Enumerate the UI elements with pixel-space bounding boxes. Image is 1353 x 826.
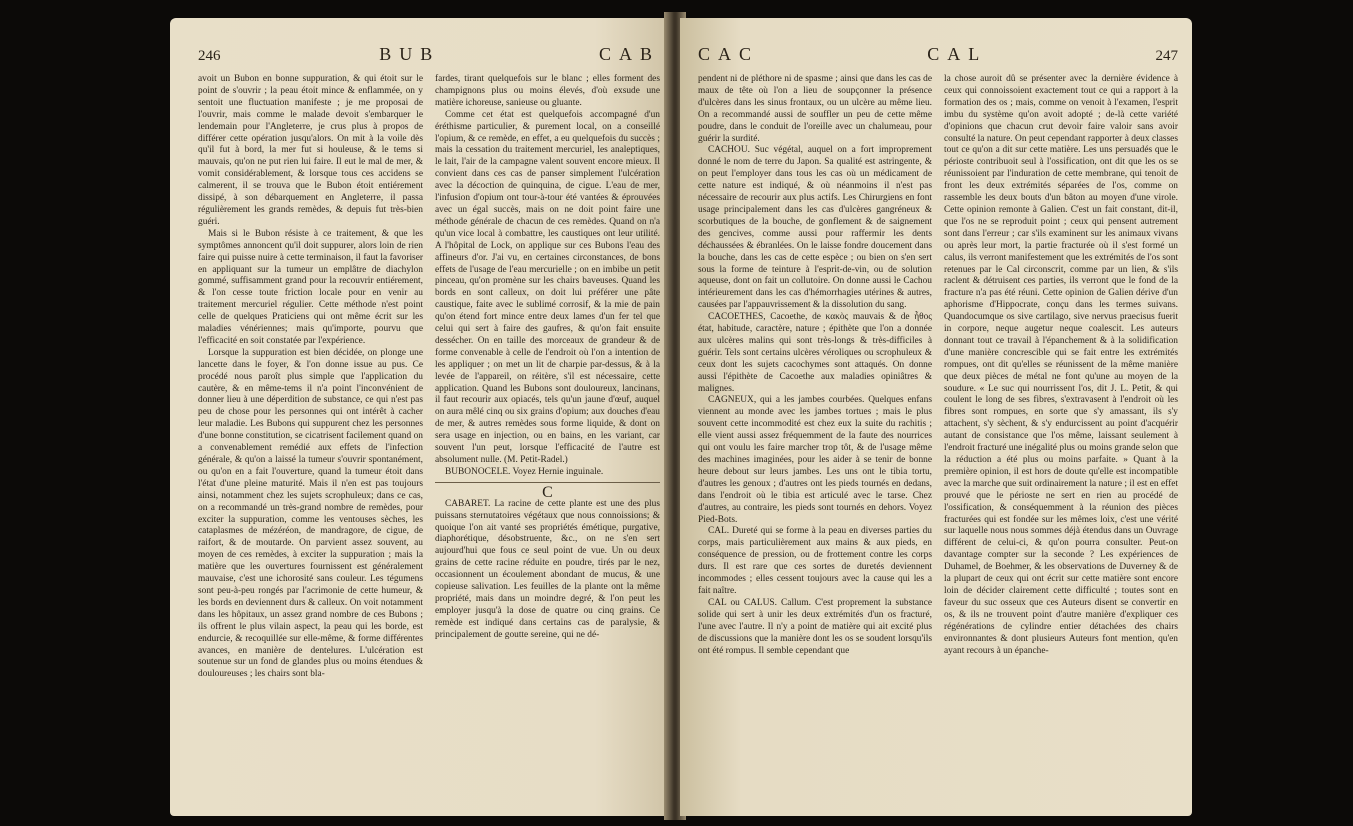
left-column-2 <box>435 74 660 681</box>
paragraph: Mais si le Bubon résiste à ce traitement, & que les symptômes annoncent qu'il doit suppurer, alors loin de rien faire qui puisse nuire à cette terminaison, il faut la favoriser en appliquant sur la tumeur un emplâtre de diachylon gommé, suffisamment grand pour la recouvrir entiérement, & l'on cesse toute friction locale pour en venir au traitement mercuriel régulier. Cette méthode n'est point celle de quelques Praticiens qui ont même écrit sur les maladies vénériennes; mais qu'importe, pourvu que l'efficacité en soit constatée par l'expérience. <box>198 228 423 346</box>
left-column-1 <box>198 74 423 681</box>
paragraph: la chose auroit dû se présenter avec la dernière évidence à ceux qui connoissoient exactement tout ce qui a rapport à la formation des os ; mais, comme on venoit à l'examen, l'esprit imbu du système qu'on avoit adopté ; de-là cette variété d'opinions que chacun crut devoir faire valoir sans avoir consulté la nature. On peut cependant rapporter à deux classes tout ce qu'on a dit sur cette matière. Les uns persuadés que le périoste contribuoit seul à l'ossification, ont dit que les os se réunissoient par l'induration de cette membrane, qui tenoit de front les deux extrémités séparées de l'os, comme on rassemble les deux bouts d'un bâton au moyen d'une virole. Cette opinion remonte à Galien. C'est un fait constant, dit-il, que l'os ne se reproduit point ; ceux qui pensent autrement sont dans l'erreur ; car s'ils examinent sur les animaux vivans ou après leur mort, la partie fracturée où il s'est formé un calus, ils verront manifestement que les extrémités de l'os sont retenues par le Cal circonscrit, comme par un lien, & s'ils raclent & détruisent ces parties, ils verront que le fond de la fracture n'a pas été réuni. Cette opinion de Galien dérive d'un aphorisme d'Hippocrate, conçu dans les termes suivans. Quandocumque os sive cartilago, sive nervus praecisus fuerit in corpore, neque augetur neque coalescit. Les auteurs donnant tout ce travail à l'épanchement & à la solidification d'une manière concrescible qui se fait entre les extrémités rompues, ont dit qu'elles se réunissent de la même manière que deux pièces de métal ne font qu'une au moyen de la soudure. « Le suc qui nourrissent l'os, dit J. L. Petit, & qui coulent le long de ses fibres, s'extravasent à l'endroit où les fibres sont rompues, en sorte que s'y amassant, ils s'y attachent, s'y sèchent, & s'y endurcissent au point d'acquérir autant de consistance que l'os même, laissant seulement à l'endroit fracturé une inégalité plus ou moins grande selon que la réduction a été plus ou moins parfaite. » Quant à la première opinion, il est hors de doute qu'elle est incompatible avec la marche que suit ordinairement la nature ; il est en effet prouvé que le périoste ne sert en rien au procédé de l'ossification, & conséquemment à la réunion des pièces fracturées qui est fondée sur les mêmes loix, c'est une vérité sur laquelle nous nous sommes déjà étendus dans un Ouvrage différent de celui-ci, & qu'on pourra consulter. Peut-on davantage compter sur la seconde ? Les expériences de Duhamel, de Boehmer, & les observations de Duverney & de la plupart de ceux qui ont écrit sur cette matière sont encore loin de décider clairement cette difficulté ; toutes sont en faveur du suc osseux que ces Auteurs disent se convertir en os, & ils ne trouvent point d'autre manière d'expliquer ces régénérations de cylindre entier détachées des chairs environnantes & dont plusieurs Auteurs font mention, qu'en ayant recours à un épanche- <box>944 74 1178 656</box>
paragraph: avoit un Bubon en bonne suppuration, & qui étoit sur le point de s'ouvrir ; la peau étoit mince & enflammée, on y sentoit une fluctuation manifeste ; je me proposai de l'ouvrir, mais comme le malade devoit s'embarquer le lendemain pour l'Angleterre, je crus plus à propos de différer cette opération jusqu'alors. On mit à la voile dès qu'il fut à bord, la mer fut si houleuse, & le tems si mauvais, qu'on ne put rien lui faire. Il eut le mal de mer, & vomit considérablement, & lorsque tous ces accidens se calmerent, il se trouva que le Bubon étoit entiérement dissipé, à son débarquement en Angleterre, il passa régulièrement les grands remèdes, & depuis fut très-bien guéri. <box>198 74 423 227</box>
entry-calus: CAL ou CALUS. Callum. C'est proprement la substance solide qui sert à unir les deux extrémités d'un os fracturé, l'une avec l'autre. Il n'y a point de matière qui ait excité plus de discussions que la manière dont les os se soudent lorsqu'ils ont été rompus. Il semble cependant que <box>698 597 932 656</box>
entry-bubonocele: BUBONOCELE. Voyez Hernie inguinale. <box>445 466 604 477</box>
paragraph: pendent ni de pléthore ni de spasme ; ainsi que dans les cas de maux de tête où l'on a lieu de soupçonner la présence d'ulcères dans les sinus frontaux, ou un ulcère au même lieu. On a recommandé aussi de souffler un peu de cette même poudre, dans le conduit de l'oreille avec un chalumeau, pour guérir la surdité. <box>698 74 932 144</box>
left-page <box>170 18 670 816</box>
running-head-right-col2: CAL <box>927 44 988 64</box>
running-head-left: BUB <box>379 44 441 64</box>
right-page-columns <box>698 74 1178 657</box>
right-column-2 <box>944 74 1178 657</box>
entry-cal: CAL. Dureté qui se forme à la peau en diverses parties du corps, mais particulièrement aux mains & aux pieds, en conséquence de pression, ou de frottement contre les corps durs. Il est rare que ces sortes de duretés deviennent incommodes ; elles cessent toujours avec la cause qui les a fait naître. <box>698 526 932 596</box>
section-rule <box>435 482 660 483</box>
section-letter: C <box>542 483 553 501</box>
page-number-right: 247 <box>1155 48 1178 64</box>
page-number-left: 246 <box>198 48 221 64</box>
running-head-left-col2: CAB <box>598 44 660 64</box>
paragraph: Lorsque la suppuration est bien décidée, on plonge une lancette dans le foyer, & l'on donne issue au pus. Ce procédé nous paroît plus simple que l'application du cautère, & en même-tems il n'a point l'inconvénient de donner lieu à une déperdition de substance, ce qui n'est pas peu de chose pour les personnes qui ont intérêt à cacher leur maladie. Les Bubons qui suppurent chez les personnes d'une bonne constitution, se cicatrisent facilement quand on a convenablement remédié aux effets de l'infection générale, & qu'on a laissé la tumeur s'ouvrir spontanément, ou qu'on en a fait l'ouverture, quand la tumeur étoit dans l'état d'une pleine maturité. Mais il n'en est pas toujours ainsi, notamment chez les sujets scrophuleux; dans ce cas, on a recommandé un très-grand nombre de remèdes, pour exciter la suppuration, comme les ventouses sèches, les cataplasmes de mézéréon, de mandragore, de cigue, de raifort, & de moutarde. On parvient assez souvent, au moyen de ces remèdes, à exciter la suppuration ; mais la matière que les ouvertures fournissent est généralement mauvaise, c'est une ichorosité sans couleur. Les tégumens sont peu-à-peu rongés par l'acrimonie de cette humeur, & les bords en deviennent durs & calleux. On voit notamment dans les hôpitaux, un assez grand nombre de ces Bubons ; ils offrent le plus vilain aspect, la peau qui les borde, est endurcie, & recoquillée sur elle-même, & forme différentes avances, en manière de dentelures. L'ulcération est soutenue sur un fond de glandes plus ou moins étendues & douloureuses ; les chairs sont bla- <box>198 347 423 680</box>
paragraph: fardes, tirant quelquefois sur le blanc ; elles forment des champignons plus ou moins élevés, d'où exsude une matière ichoreuse, sanieuse ou gluante. <box>435 74 660 108</box>
left-page-header <box>198 44 660 74</box>
entry-cabaret: CABARET. La racine de cette plante est une des plus puissans sternutatoires végétaux que nous connoissions; & quoique l'on ait vanté ses propriétés émétique, purgative, diaphorétique, désobstruente, &c., on ne s'en sert aujourd'hui que fous ce seul point de vue. Un ou deux grains de cette racine réduite en poudre, tirés par le nez, occasionnent un écoulement abondant de mucus, & une copieuse salivation. Les feuilles de la plante ont la même propriété, mais dans un moindre degré, & l'on peut les employer jusqu'à la dose de quatre ou cinq grains. Ce remède est indiqué dans certains cas de paralysie, & principalement de goutte sereine, qui ne dé- <box>435 498 660 640</box>
right-column-1 <box>698 74 932 657</box>
right-page <box>680 18 1192 816</box>
entry-cagneux: CAGNEUX, qui a les jambes courbées. Quelques enfans viennent au monde avec les jambes tortues ; mais le plus souvent cette incommodité est chez eux la suite du rachitis ; elle vient aussi assez fréquemment de la faute des nourrices qui ont voulu les faire marcher trop tôt, & de l'usage même des machines imaginées, pour les aider à se tenir de bonne heure debout sur leurs jambes. Les uns ont le tibia tortu, d'autres les genoux ; d'autres ont les pieds tournés en dedans, dans l'endroit où le tibia est articulé avec le tarse. Chez d'autres, au contraire, les pieds sont tournés en dehors. Voyez Pied-Bots. <box>698 395 932 525</box>
right-page-header <box>698 44 1178 74</box>
left-page-columns <box>198 74 660 681</box>
entry-cachou: CACHOU. Suc végétal, auquel on a fort improprement donné le nom de terre du Japon. Sa qualité est astringente, & on peut l'employer dans tous les cas où un médicament de cette nature est indiqué, & où néanmoins il n'est pas nécessaire de recourir aux plus actifs. Les Chirurgiens en font usage principalement dans les cas d'ulcères gangréneux & scorbutiques de la bouche, de gonflement & de saignement des gencives, comme aussi pour raffermir les dents déchaussées & ébranlées. On le laisse fondre doucement dans la bouche, dans les cas de cette espèce ; ou bien on s'en sert sous la forme de teinture à l'esprit-de-vin, ou de solution aqueuse, dont on fait un collutoire. On donne aussi le Cachou intérieurement dans les cas d'hémorrhagies utérines & autres, causées par l'appauvrissement & la dissolution du sang. <box>698 145 932 311</box>
running-head-right-col1: CAC <box>698 44 760 64</box>
entry-cacoethes: CACOETHES, Cacoethe, de κακὸς mauvais & de ἦθος état, habitude, caractère, nature ; épithète que l'on a donnée aux ulcères malins qui sont très-longs & très-difficiles à guérir. Tels sont certains ulcères véroliques ou scrophuleux & ceux dont les sujets cacochymes sont attaqués. On donne aussi l'épithète de Cacoethe aux maladies opiniâtres & malignes. <box>698 312 932 394</box>
paragraph: Comme cet état est quelquefois accompagné d'un éréthisme particulier, & purement local, on a conseillé l'opium, & ce remède, en effet, a eu quelquefois du succès ; mais la cessation du traitement mercuriel, les analeptiques, le lait, l'air de la campagne valent souvent encore mieux. Il convient dans ces cas de panser simplement l'ulcération avec la décoction de quinquina, de cigue. L'eau de mer, l'infusion d'opium ont tour-à-tour été vantées & éprouvées avec un égal succès, mais on ne doit point faire une méthode générale de chacun de ces remèdes. Quand on n'a qu'un vice local à combattre, les caustiques ont leur utilité. A l'hôpital de Lock, on applique sur ces Bubons l'eau des affineurs d'or. J'ai vu, en certaines circonstances, de bons effets de l'usage de l'eau mercurielle ; on en imbibe un petit pinceau, qu'on promène sur les chairs baveuses. Quand les bords en sont calleux, on doit lui préférer une pâte caustique, faite avec le sublimé corrosif, & la mie de pain qu'on étend fort mince entre deux lames d'un fer tel que celui qui sert à faire des gaufres, & qu'on fait ensuite dessécher. On en taille des morceaux de grandeur & de forme convenable à celle de l'endroit où l'on a intention de les appliquer ; on met un lit de charpie par-dessus, & à la levée de l'appareil, on réitère, s'il est nécessaire, cette application. Quand les Bubons sont douloureux, lancinans, il faut recourir aux opiacés, tels qu'un jaune d'œuf, auquel on aura mêlé cinq ou six grains d'opium; aux douches d'eau de mer, & autres remèdes sous forme liquide, & dont on sera usage en injection, ou en bains, en les variant, car souvent l'un peut, lorsque l'efficacité de l'autre est absolument nulle. (M. Petit-Radel.) <box>435 109 660 465</box>
